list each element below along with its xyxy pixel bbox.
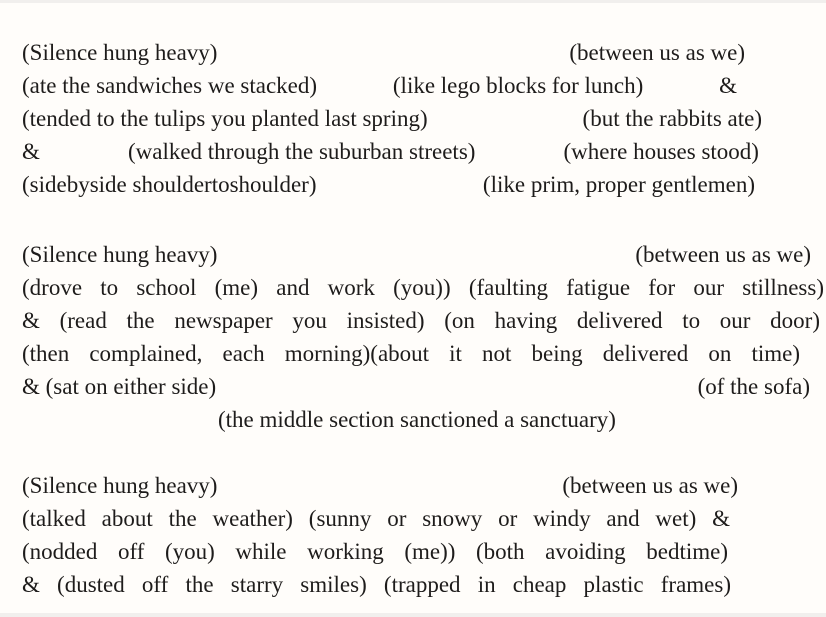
poem-text-segment: (where houses stood) <box>563 139 759 164</box>
poem-text-segment: (Silence hung heavy) <box>22 40 218 65</box>
poem-text-segment: (then complained, each morning)(about it not being delivered on time) <box>22 341 800 366</box>
poem-line <box>22 69 737 102</box>
poem-line <box>22 535 728 568</box>
poem-text-segment: (between us as we) <box>635 242 811 267</box>
page-edge-bottom <box>0 613 826 617</box>
poem-text-segment: (but the rabbits ate) <box>582 106 762 131</box>
poem-text-segment: (sidebyside shouldertoshoulder) <box>22 172 317 197</box>
poem-line <box>22 337 800 370</box>
stanza-1 <box>22 36 826 201</box>
poem-line <box>22 370 810 403</box>
poem-text-segment: (the middle section sanctioned a sanctuary) <box>218 407 616 432</box>
poem-text-segment: & (dusted off the starry smiles) (trapped in cheap plastic frames) <box>22 572 731 597</box>
poem-text-segment: (talked about the weather) (sunny or snowy or windy and wet) & <box>22 506 730 531</box>
poem-text-segment: (tended to the tulips you planted last spring) <box>22 106 428 131</box>
poem-line <box>22 168 755 201</box>
poem-line <box>218 403 826 436</box>
poem-line <box>22 36 745 69</box>
page-edge-top <box>0 0 826 3</box>
poem-line <box>22 568 731 601</box>
poem-text-segment: (like lego blocks for lunch) <box>392 73 644 98</box>
poem-text-segment: & (sat on either side) <box>22 374 217 399</box>
poem-text-segment: (of the sofa) <box>697 374 810 399</box>
poem-text-segment: (between us as we) <box>562 473 738 498</box>
poem-line <box>22 469 738 502</box>
poem-text-segment: (walked through the suburban streets) <box>127 139 476 164</box>
poem-text-segment: & (read the newspaper you insisted) (on having delivered to our door) <box>22 308 820 333</box>
poem-text-segment: (Silence hung heavy) <box>22 242 218 267</box>
poem-line <box>22 271 824 304</box>
poem-text-segment: (ate the sandwiches we stacked) <box>22 73 318 98</box>
poem-line <box>22 304 820 337</box>
poem-text-segment: (nodded off (you) while working (me)) (both avoiding bedtime) <box>22 539 728 564</box>
stanza-3 <box>22 469 826 601</box>
poem-text-segment: (like prim, proper gentlemen) <box>482 172 755 197</box>
stanza-2 <box>22 238 826 436</box>
poem-line <box>22 135 759 168</box>
poem-text-segment: (Silence hung heavy) <box>22 473 218 498</box>
poem-text-segment: (drove to school (me) and work (you)) (faulting fatigue for our stillness) <box>22 275 824 300</box>
poem-text-segment: (between us as we) <box>569 40 745 65</box>
poem-line <box>22 502 730 535</box>
poem-line <box>22 238 811 271</box>
poem-text-segment: & <box>719 73 737 98</box>
poem-line <box>22 102 762 135</box>
poem-text-segment: & <box>22 139 40 164</box>
